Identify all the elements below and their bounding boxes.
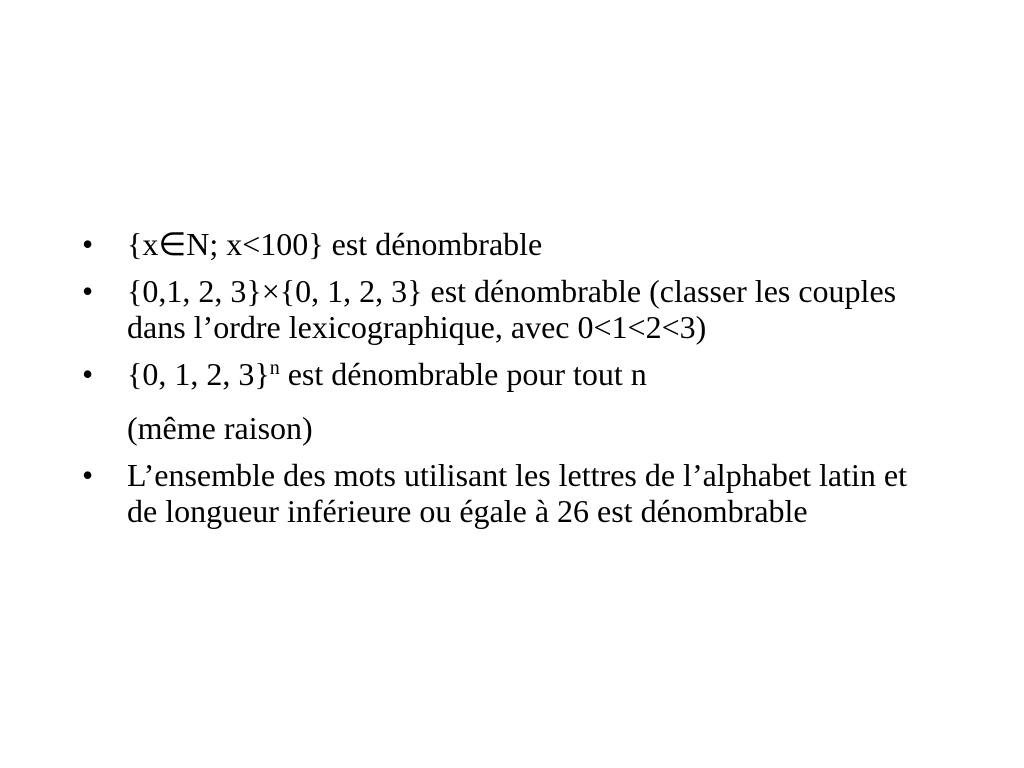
bullet-glyph: • xyxy=(82,457,94,493)
bullet-text-prefix: {0, 1, 2, 3} xyxy=(127,356,270,392)
bullet-glyph: • xyxy=(82,226,94,262)
bullet-item-4 xyxy=(82,457,942,529)
continuation-line xyxy=(82,410,942,446)
bullet-item-2 xyxy=(82,273,942,345)
bullet-item-3 xyxy=(82,356,942,392)
superscript-n: n xyxy=(269,357,280,379)
bullet-list xyxy=(82,226,942,540)
bullet-glyph: • xyxy=(82,356,94,392)
bullet-text: {x∈N; x<100} est dénombrable xyxy=(127,226,543,262)
continuation-text: (même raison) xyxy=(127,410,313,446)
bullet-text: {0,1, 2, 3}×{0, 1, 2, 3} est dénombrable (classer les couples dans l’ordre lexicographique, avec 0<1<2<3) xyxy=(127,273,897,345)
bullet-item-1 xyxy=(82,226,942,262)
bullet-glyph: • xyxy=(82,273,94,309)
bullet-text-suffix: est dénombrable pour tout n xyxy=(279,356,647,392)
bullet-text: L’ensemble des mots utilisant les lettres de l’alphabet latin et de longueur inférieure ou égale à 26 est dénombrable xyxy=(127,457,907,529)
